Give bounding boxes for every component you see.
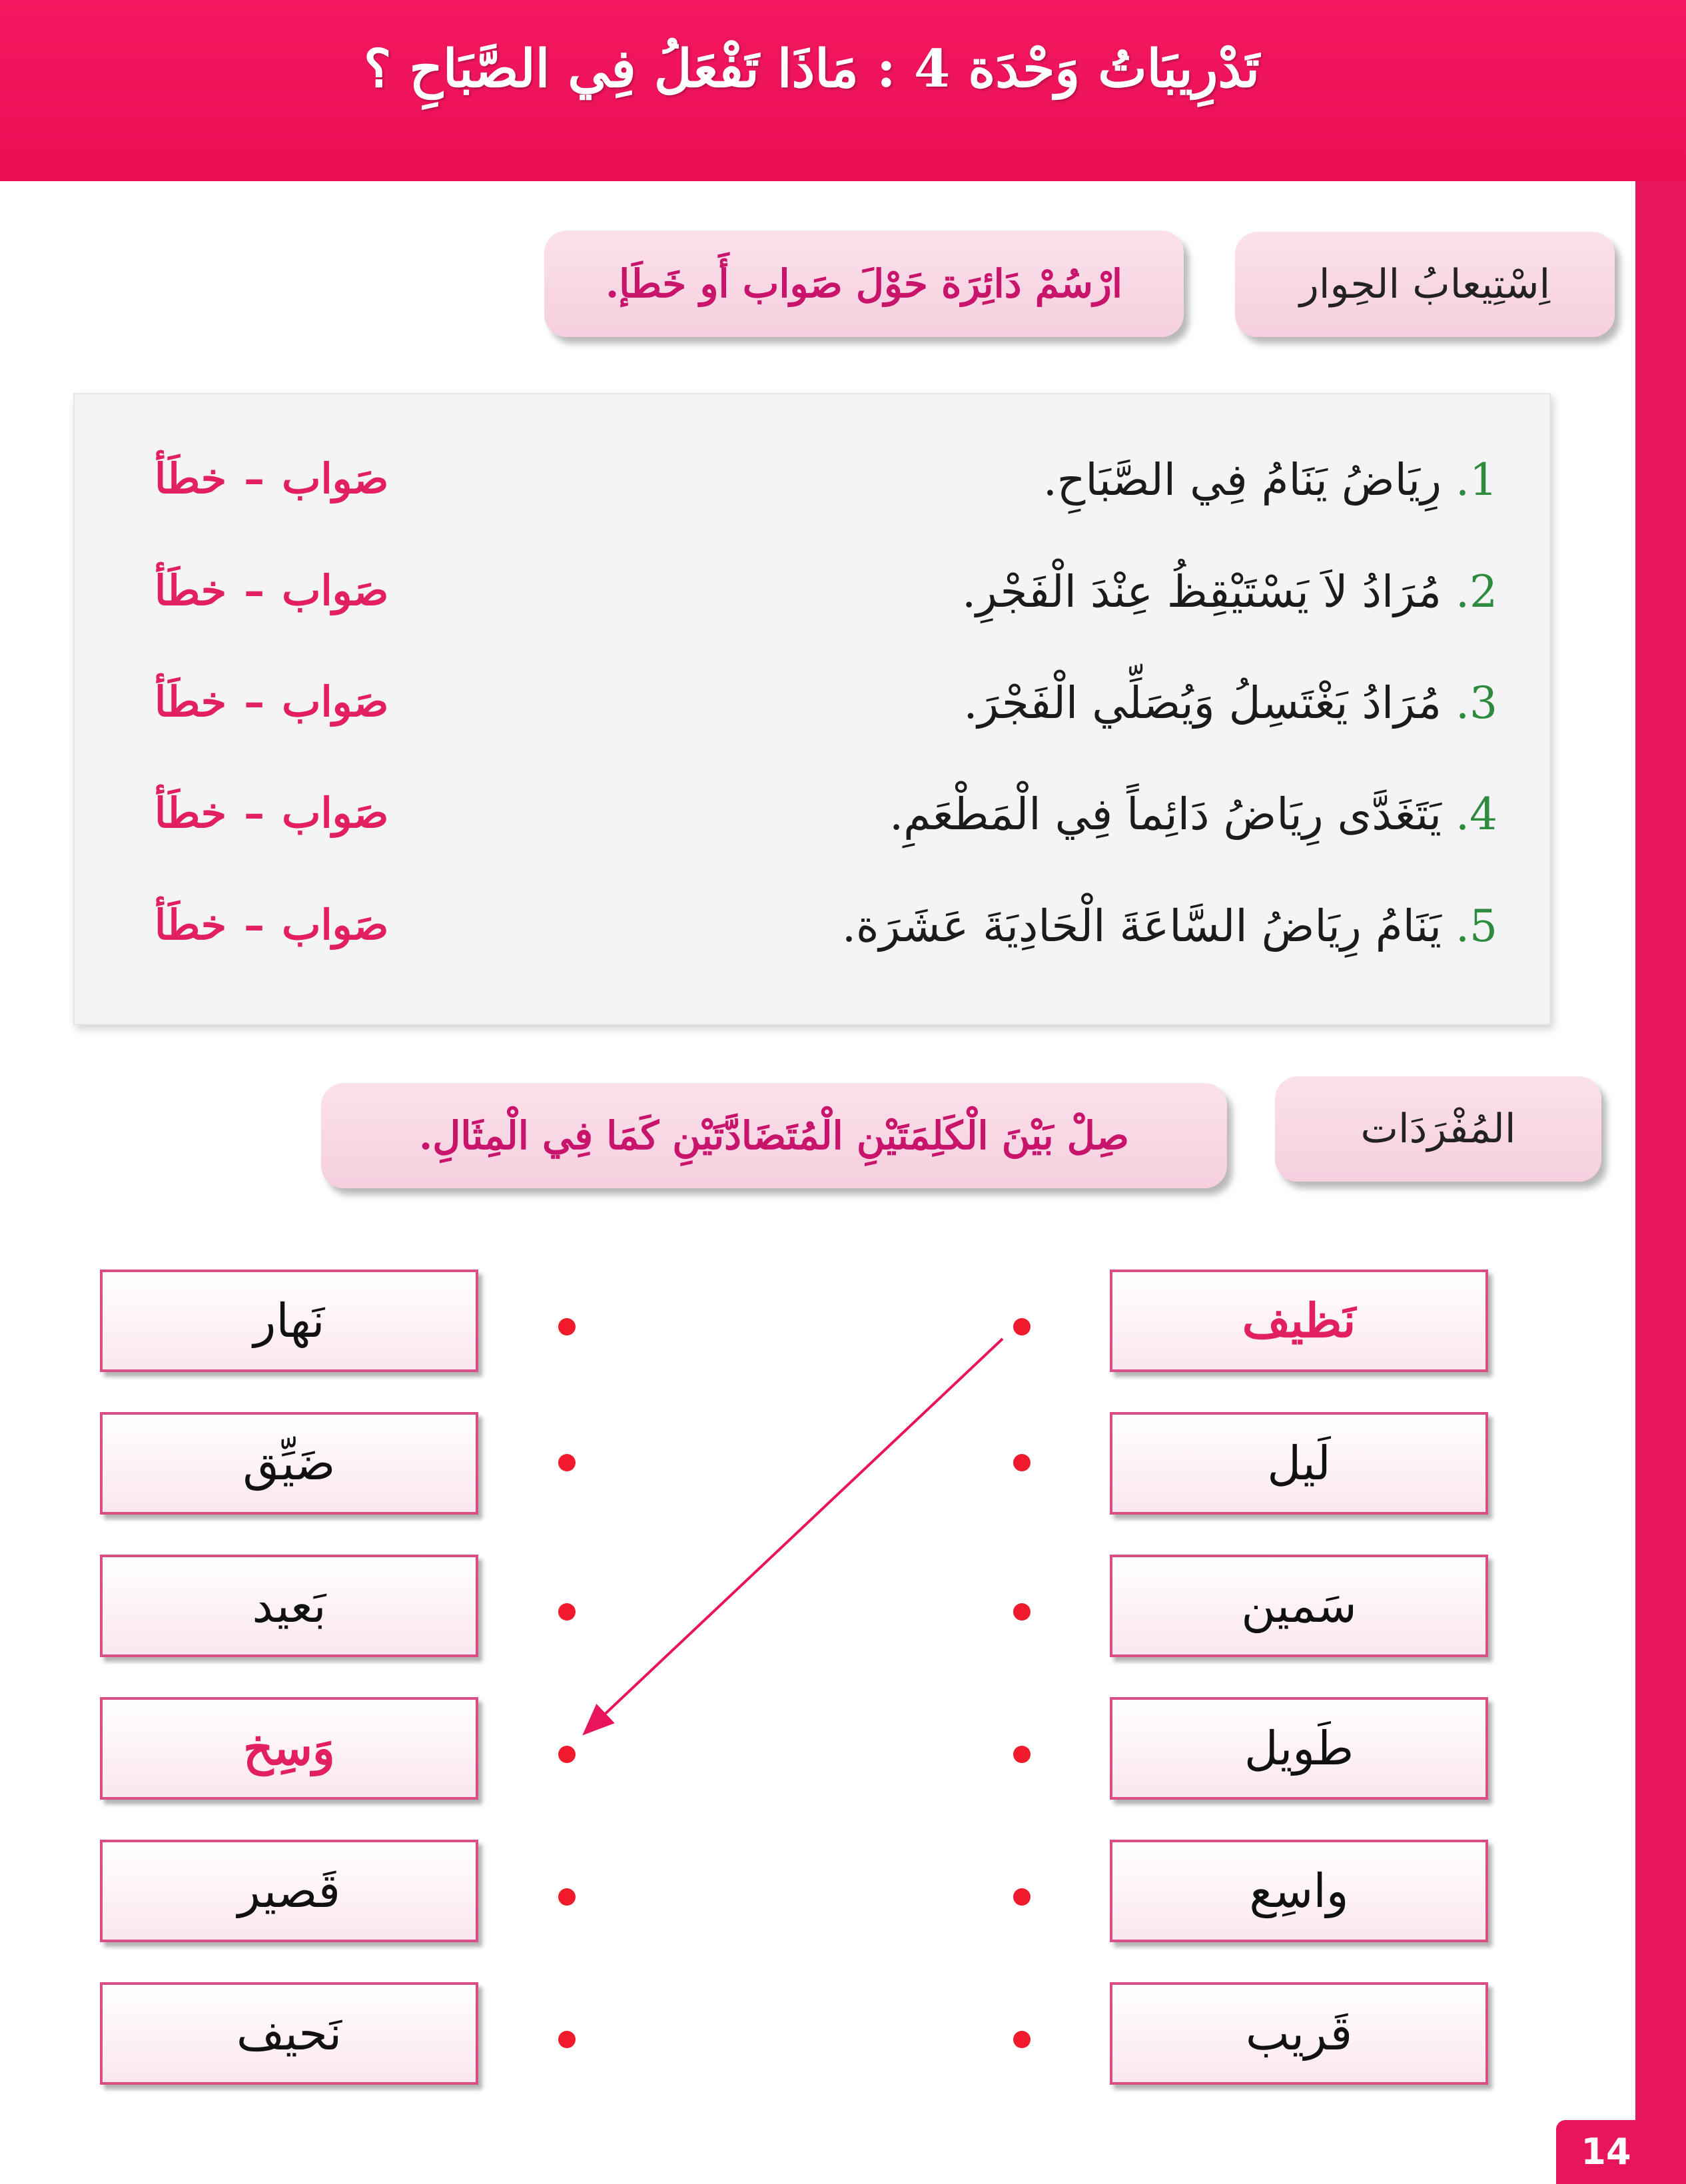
word-box-right[interactable]: نَظيف xyxy=(1110,1270,1488,1372)
option-true[interactable]: صَواب xyxy=(282,566,389,615)
statement-sentence: يَتَغَدَّى رِيَاضُ دَائِماً فِي الْمَطْعَمِ. xyxy=(889,789,1442,840)
word-box-left[interactable]: نَهار xyxy=(100,1270,478,1372)
option-separator: – xyxy=(244,901,265,949)
word-box-right[interactable]: سَمين xyxy=(1110,1555,1488,1657)
word-box-right[interactable]: واسِع xyxy=(1110,1840,1488,1942)
statement-sentence: مُرَادُ لاَ يَسْتَيْقِظُ عِنْدَ الْفَجْرِ. xyxy=(962,566,1442,617)
statement-number: 5. xyxy=(1456,901,1497,952)
option-true[interactable]: صَواب xyxy=(282,901,389,949)
option-separator: – xyxy=(244,677,265,726)
instruction-text: ارْسُمْ دَائِرَة حَوْلَ صَواب أَو خَطَإ. xyxy=(605,261,1123,306)
word-box-left[interactable]: ضَيِّق xyxy=(100,1412,478,1515)
statement-number: 1. xyxy=(1456,454,1497,506)
instruction-text: صِلْ بَيْنَ الْكَلِمَتَيْنِ الْمُتَضَادَّتَيْنِ كَمَا فِي الْمِثَالِ. xyxy=(419,1113,1129,1158)
word-box-right[interactable]: قَريب xyxy=(1110,1982,1488,2085)
word-box-left[interactable]: بَعيد xyxy=(100,1555,478,1657)
page-number: 14 xyxy=(1581,2131,1631,2173)
option-separator: – xyxy=(244,789,265,837)
option-false[interactable]: خطَأ xyxy=(155,901,227,949)
option-true[interactable]: صَواب xyxy=(282,454,389,503)
option-false[interactable]: خطَأ xyxy=(155,454,227,503)
word-box-right[interactable]: لَيل xyxy=(1110,1412,1488,1515)
page-title: تَدْرِيبَاتُ وَحْدَة 4 : مَاذَا تَفْعَلُ فِي الصَّبَاحِ ؟ xyxy=(363,39,1260,99)
word-box-left[interactable]: نَحيف xyxy=(100,1982,478,2085)
section-label-text: المُفْرَدَات xyxy=(1360,1106,1516,1152)
option-false[interactable]: خطَأ xyxy=(155,789,227,837)
option-true[interactable]: صَواب xyxy=(282,789,389,837)
statement-number: 3. xyxy=(1456,677,1497,729)
word-box-left[interactable]: قَصير xyxy=(100,1840,478,1942)
option-true[interactable]: صَواب xyxy=(282,677,389,726)
section-label-text: اِسْتِيعابُ الحِوار xyxy=(1299,261,1551,308)
statement-sentence: يَنَامُ رِيَاضُ السَّاعَةَ الْحَادِيَةَ عَشَرَة. xyxy=(841,901,1442,952)
option-separator: – xyxy=(244,566,265,615)
word-box-right[interactable]: طَويل xyxy=(1110,1697,1488,1800)
statement-number: 4. xyxy=(1456,789,1497,840)
page-number-tab xyxy=(1556,2120,1686,2184)
statement-number: 2. xyxy=(1456,566,1497,617)
option-separator: – xyxy=(244,454,265,503)
statement-sentence: رِيَاضُ يَنَامُ فِي الصَّبَاحِ. xyxy=(1043,454,1442,506)
statement-sentence: مُرَادُ يَغْتَسِلُ وَيُصَلِّي الْفَجْرَ. xyxy=(963,677,1442,729)
option-false[interactable]: خطَأ xyxy=(155,677,227,726)
option-false[interactable]: خطَأ xyxy=(155,566,227,615)
word-box-left[interactable]: وَسِخ xyxy=(100,1697,478,1800)
